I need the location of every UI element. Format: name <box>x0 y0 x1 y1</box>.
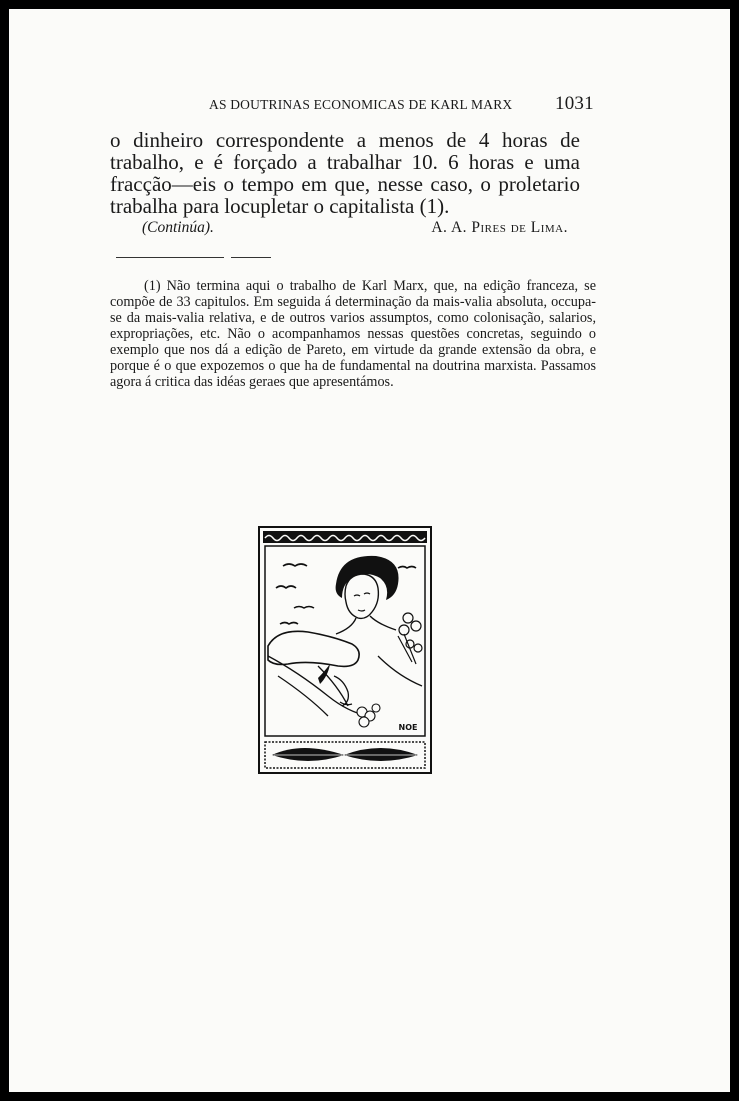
page-number: 1031 <box>555 93 594 114</box>
footnote <box>110 278 596 390</box>
continua-note: (Continúa). <box>142 219 214 236</box>
document-page <box>9 9 730 1092</box>
running-title: AS DOUTRINAS ECONOMICAS DE KARL MARX <box>209 97 513 112</box>
footnote-rule-short <box>231 257 271 258</box>
footnote-rule <box>116 257 224 258</box>
author-signature: A. A. Pires de Lima. <box>431 219 568 236</box>
main-text <box>110 129 580 217</box>
footnote-text: (1) Não termina aqui o trabalho de Karl Marx, que, na edição franceza, se compõe de 33 capitulos. Em seguida á determinação da mais-valia absoluta, occupa-se da mais-valia relativa, e de outros varios assumptos, como colonisação, salarios, expropriações, etc. Não o acompanhamos nessas questões concretas, seguindo o exemplo que nos dá a edição de Pareto, em virtude da grande extensão da obra, e porque é o que expozemos o que ha de fundamental na doutrina marxista. Passamos agora á critica das idéas geraes que apresentámos. <box>110 278 596 390</box>
artist-signature: NOE <box>398 723 418 732</box>
vignette-illustration <box>258 526 432 774</box>
body-paragraph: o dinheiro correspondente a menos de 4 horas de trabalho, e é forçado a trabalhar 10. 6 horas e uma fracção—eis o tempo em que, nesse caso, o proletario trabalha para locupletar o capitalista (1). <box>110 128 580 218</box>
